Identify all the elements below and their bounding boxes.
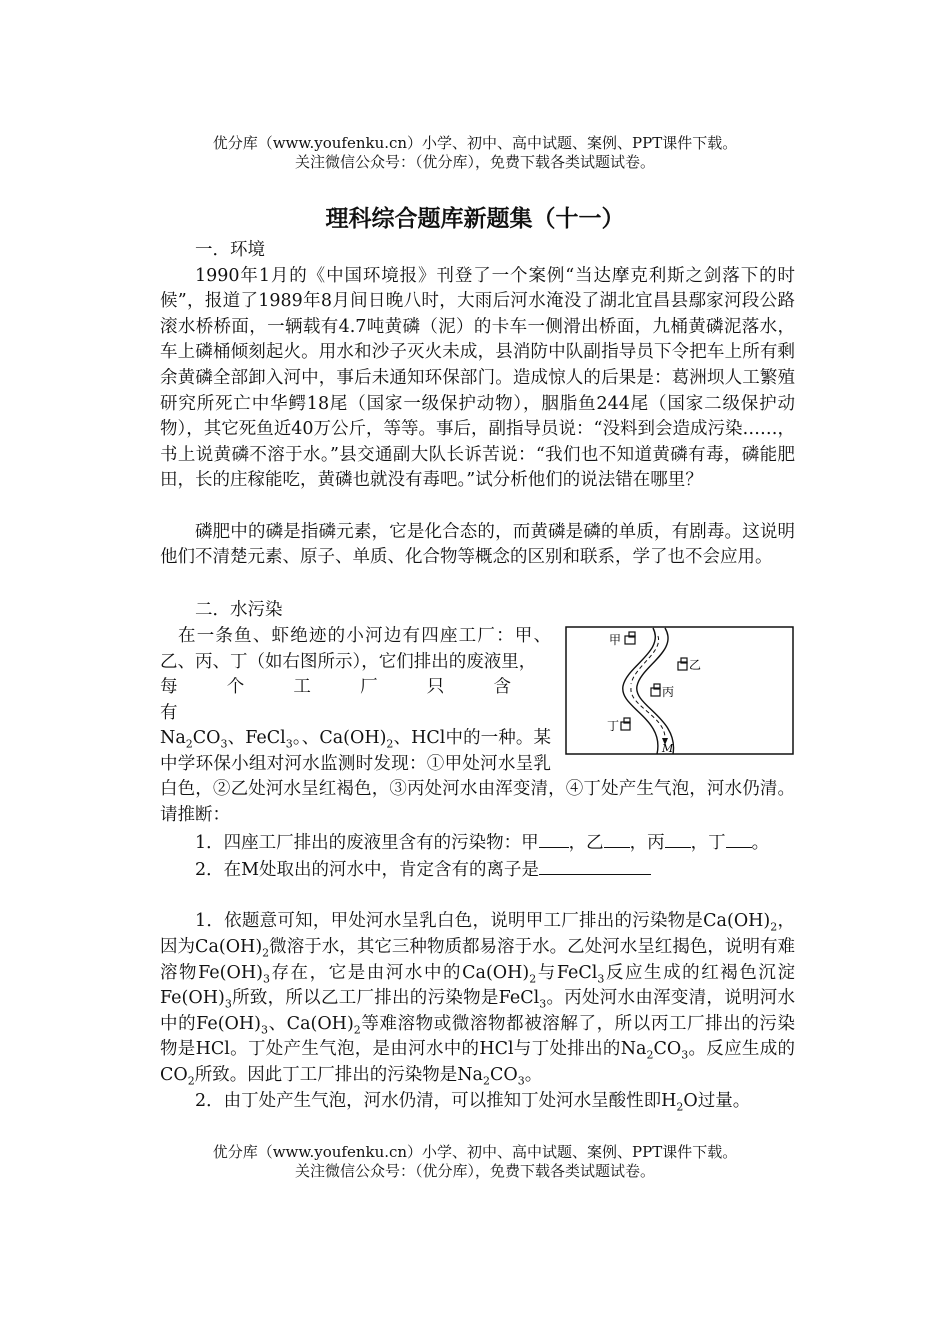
text-run: O过量。 [683,1090,751,1111]
footer-line-2: 关注微信公众号：（优分库），免费下载各类试题试卷。 [294,1162,655,1180]
subscript: 3 [262,972,270,986]
subscript: 2 [483,1074,490,1088]
subscript: 2 [262,946,270,960]
section-2-intro-a: 在一条鱼、虾绝迹的小河边有四座工厂：甲、乙、丙、丁（如右图所示），它们排出的废液里， [160,625,551,672]
footer-line-1: 优分库（www.youfenku.cn）小学、初中、高中试题、案例、PPT课件下载。 [212,1143,738,1161]
factory-bing-icon [651,684,660,696]
label-bing: 丙 [662,684,675,699]
subscript: 3 [261,1023,268,1037]
section-1-question: 1990年1月的《中国环境报》刊登了一个案例“当达摩克利斯之剑落下的时候”，报道了1989年8月间日晚八时，大雨后河水淹没了湖北宜昌县鄢家河段公路滚水桥桥面，一辆载有4.7吨黄磷（泥）的卡车一侧滑出桥面，九桶黄磷泥落水，车上磷桶倾刻起火。用水和沙子灭火未成，县消防中队副指导员下令把车上所有剩余黄磷全部卸入河中，事后未通知环保部门。造成惊人的后果是：葛洲坝人工繁殖研究所死亡中华鳄18尾（国家一级保护动物），胭脂鱼244尾（国家二级保护动物），其它死鱼近40万公斤，等等。事后，副指导员说：“没料到会造成污染……，书上说黄磷不溶于水。”县交通副大队长诉苦说：“我们也不知道黄磷有毒，磷能肥田，长的庄稼能吃，黄磷也就没有毒吧。”试分析他们的说法错在哪里？ [160,265,795,491]
subscript: 3 [681,1048,689,1062]
answer-1 [160,909,795,1088]
subscript: 3 [224,997,232,1011]
text-run: 存在，它是由河水中的Ca(OH) [269,962,530,983]
answer-blank-jia[interactable] [539,829,569,848]
text-run: ，因为Ca(OH) [160,911,796,958]
river-diagram-svg [565,626,795,756]
label-ding: 丁 [607,718,620,733]
text-run: 所致，所以乙工厂排出的污染物是FeCl [231,988,540,1009]
section-2-intro-b: 每个工厂只含有 [160,677,551,723]
subscript: 2 [529,972,537,986]
answer-blank-ding[interactable] [726,829,752,848]
text-run: 1．依题意可知，甲处河水呈乳白色，说明甲工厂排出的污染物是Ca(OH) [195,911,771,932]
subscript: 2 [676,1100,684,1114]
answer-blank-ions[interactable] [539,856,651,875]
header-line-2: 关注微信公众号：（优分库），免费下载各类试题试卷。 [294,153,655,171]
river-factory-diagram [565,626,795,760]
factory-yi-icon [678,658,687,670]
text-run: 。反应生成的CO [160,1039,796,1085]
factory-ding-icon [621,718,630,730]
text-run: 2．由丁处产生气泡，河水仍清，可以推知丁处河水呈酸性即H [195,1090,677,1111]
text-run: CO [653,1039,682,1060]
text-run: CO [490,1065,518,1085]
answer-blank-yi[interactable] [604,829,630,848]
section-1-heading: 一．环境 [195,240,265,260]
question-2: 2．在M处取出的河水中，肯定含有的离子是 [160,856,795,884]
subscript: 2 [646,1048,654,1062]
text-run: 。 [524,1065,543,1085]
section-2-heading: 二．水污染 [195,600,283,621]
section-2-intro-c: $Na_2CO_3$、FeCl$_3$。、$Ca(OH)_2$、HCl中的一种。某中学环保小组对河水监测时发现：①甲处河水呈乳白色，②乙处河水呈红褐色，③丙处河水由浑变清，④丁处产生气泡，河水仍清。请推断： [160,728,795,826]
header [0,134,950,172]
document-body [160,238,795,1114]
diagram-border [566,627,793,754]
section-1-answer: 磷肥中的磷是指磷元素，它是化合态的，而黄磷是磷的单质，有剧毒。这说明他们不清楚元素、原子、单质、化合物等概念的区别和联系，学了也不会应用。 [160,521,795,568]
subscript: 3 [517,1074,525,1088]
header-line-1: 优分库（www.youfenku.cn）小学、初中、高中试题、案例、PPT课件下载。 [212,134,738,152]
river-left-bank [623,628,658,754]
factory-jia-icon [625,632,635,644]
subscript: 2 [770,920,778,934]
subscript: 2 [187,1074,195,1088]
text-run: 微溶于水，其它三种物质都易溶于水。乙处河水呈红揭色，说明有难溶物Fe(OH) [160,937,796,983]
text-run: 。丙处河水由浑变清，说明河水中的Fe(OH) [160,988,796,1034]
answer-2 [160,1089,795,1115]
label-yi: 乙 [689,657,702,672]
footer [0,1143,950,1181]
text-run: 反应生成的红褐色沉淀Fe(OH) [160,962,795,1009]
text-run: 与FeCl [536,962,598,983]
subscript: 2 [353,1023,361,1037]
page-title: 理科综合题库新题集（十一） [325,205,625,232]
question-1: 1．四座工厂排出的废液里含有的污染物：甲 ，乙 ，丙 ，丁 。 [160,829,795,857]
label-m: M [662,741,674,755]
subscript: 3 [597,972,605,986]
text-run: 等难溶物或微溶物都被溶解了，所以丙工厂排出的污染物是HCl。丁处产生气泡，是由河水中的HCl与丁处排出的Na [160,1013,796,1060]
label-jia: 甲 [609,632,622,647]
text-run: 所致。因此丁工厂排出的污染物是Na [194,1065,483,1085]
answer-blank-bing[interactable] [665,829,691,848]
text-run: 、Ca(OH) [268,1013,354,1034]
subscript: 3 [539,997,547,1011]
